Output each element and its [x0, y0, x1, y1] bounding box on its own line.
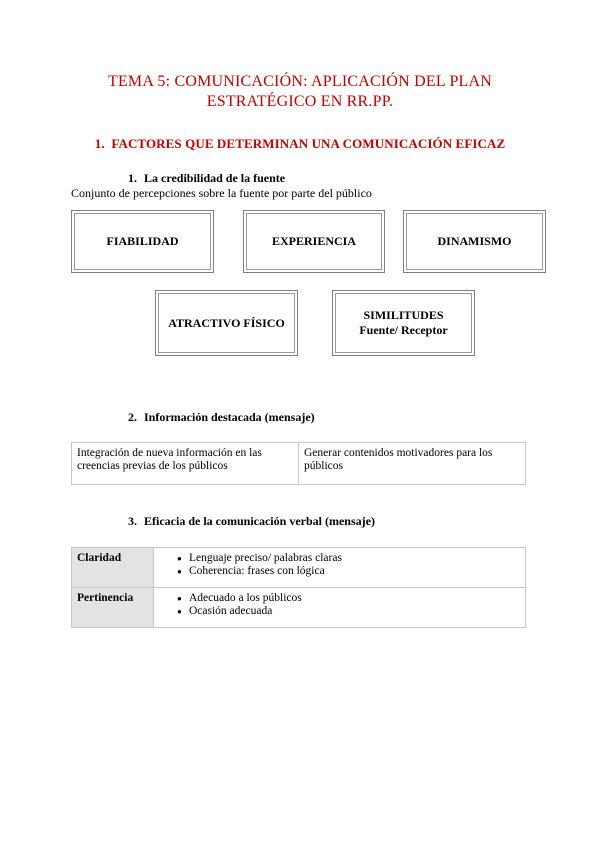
factor-box-fiabilidad: FIABILIDAD: [71, 210, 214, 273]
list-item: ● Adecuado a los públicos: [177, 592, 520, 605]
factor-box-similitudes: [332, 290, 475, 356]
factor-box-dinamismo: DINAMISMO: [403, 210, 546, 273]
table-cell: [154, 588, 526, 628]
table-row: [72, 548, 526, 588]
factor-box-similitudes-line2: Fuente/ Receptor: [359, 323, 448, 337]
list-item: ● Ocasión adecuada: [177, 605, 520, 618]
verbal-table: [71, 547, 526, 628]
table-cell: [299, 443, 526, 485]
subsection-number: 2.: [128, 410, 137, 424]
factor-box-experiencia: EXPERIENCIA: [243, 210, 385, 273]
subsection-heading-1: [128, 171, 285, 186]
cell-line: Generar contenidos motivadores para los: [304, 447, 493, 459]
cell-line: Integración de nueva información en las: [77, 447, 262, 459]
bullet-list: [159, 552, 520, 578]
subsection-number: 3.: [128, 514, 137, 528]
section-number: 1.: [94, 136, 105, 151]
message-table: [71, 442, 526, 485]
factor-box-similitudes-line1: SIMILITUDES: [363, 308, 444, 322]
subsection-number: 1.: [128, 171, 137, 185]
row-label: Pertinencia: [72, 588, 154, 628]
table-cell: [72, 443, 299, 485]
row-label: Claridad: [72, 548, 154, 588]
subsection-title: Eficacia de la comunicación verbal (mensaje): [144, 514, 375, 528]
subsection-heading-2: [128, 410, 315, 425]
title-line-2: ESTRATÉGICO EN RR.PP.: [206, 93, 394, 110]
cell-line: públicos: [304, 460, 343, 472]
subsection-heading-3: [128, 514, 375, 529]
factor-box-atractivo: ATRACTIVO FÍSICO: [155, 290, 298, 356]
document-title: [60, 72, 540, 112]
table-cell: [154, 548, 526, 588]
list-item: ● Lenguaje preciso/ palabras claras: [177, 552, 520, 565]
subsection-title: La credibilidad de la fuente: [144, 171, 286, 185]
table-row: [72, 588, 526, 628]
bullet-list: [159, 592, 520, 618]
intro-text: Conjunto de percepciones sobre la fuente por parte del público: [71, 186, 372, 200]
table-row: [72, 443, 526, 485]
list-item: ● Coherencia: frases con lógica: [177, 565, 520, 578]
subsection-title: Información destacada (mensaje): [144, 410, 315, 424]
title-line-1: TEMA 5: COMUNICACIÓN: APLICACIÓN DEL PLAN: [107, 73, 493, 90]
section-heading: [60, 136, 540, 152]
cell-line: creencias previas de los públicos: [77, 460, 228, 472]
section-title: FACTORES QUE DETERMINAN UNA COMUNICACIÓN EFICAZ: [111, 136, 506, 151]
